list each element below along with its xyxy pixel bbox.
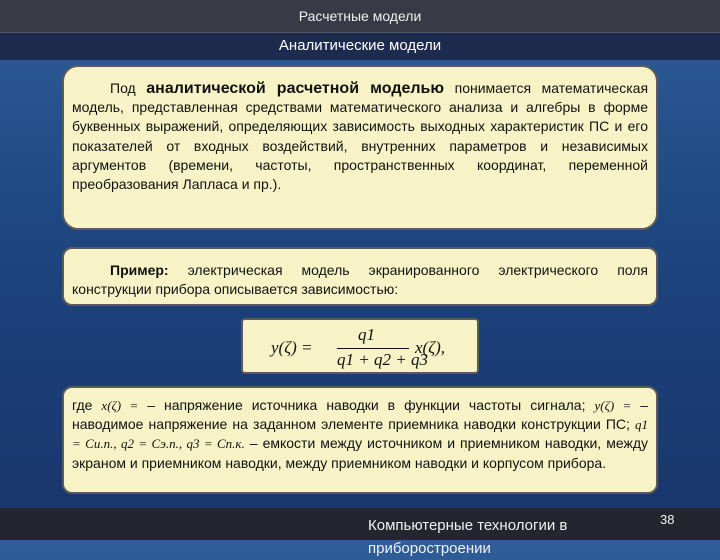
q-symbols: q1 = Cи.п., q2 = Cэ.п., q3 = Cп.к. <box>72 417 649 452</box>
section-header-bar <box>0 33 720 60</box>
definition-lead: Под <box>110 80 136 96</box>
formula-denominator: q1 + q2 + q3 <box>337 350 428 369</box>
example-box <box>62 247 658 306</box>
footer-text: Компьютерные технологии в приборостроении <box>368 517 568 557</box>
example-paragraph <box>72 261 648 299</box>
definition-term: аналитической расчетной моделью <box>146 80 445 97</box>
q-description: – емкости между источником и приемником наводки, между экраном и приемником наводки, между приемником наводки и корпусом прибора. <box>72 435 648 471</box>
slide-footer <box>0 508 720 557</box>
explanation-paragraph <box>72 396 648 473</box>
formula-numerator: q1 <box>358 325 375 344</box>
formula-lhs: y(ζ) = <box>271 338 313 357</box>
x-description: – напряжение источника наводки в функции частоты сигнала; <box>147 397 586 413</box>
explanation-box <box>62 386 658 494</box>
definition-body: понимается математическая модель, представленная средствами математического анализа и алгебры в форме буквенных выражений, определяющих зависимость выходных характеристик ПС и его показателей от входных воздействий, внутренних параметров и независимых аргументов (времени, частоты, пространственных координат, переменной преобразования Лапласа и пр.). <box>72 80 649 193</box>
page-number: 38 <box>660 512 675 527</box>
formula-rhs: x(ζ), <box>415 338 445 357</box>
y-description: – наводимое напряжение на заданном элементе приемника наводки конструкции ПС; <box>72 397 649 433</box>
definition-paragraph <box>72 79 648 194</box>
y-symbol: y(ζ) = <box>594 398 632 413</box>
definition-box <box>62 65 658 230</box>
formula <box>243 320 477 372</box>
explanation-where: где <box>72 397 93 413</box>
example-text: электрическая модель экранированного электрического поля конструкции прибора описывается зависимостью: <box>72 262 648 298</box>
example-label: Пример: <box>110 262 169 278</box>
slide-header-bar <box>0 0 720 33</box>
section-title: Аналитические модели <box>278 37 442 54</box>
formula-box <box>241 318 479 374</box>
formula-fraction-line <box>337 348 409 349</box>
slide-title: Расчетные модели <box>298 8 422 24</box>
x-symbol: x(ζ) = <box>101 398 139 413</box>
